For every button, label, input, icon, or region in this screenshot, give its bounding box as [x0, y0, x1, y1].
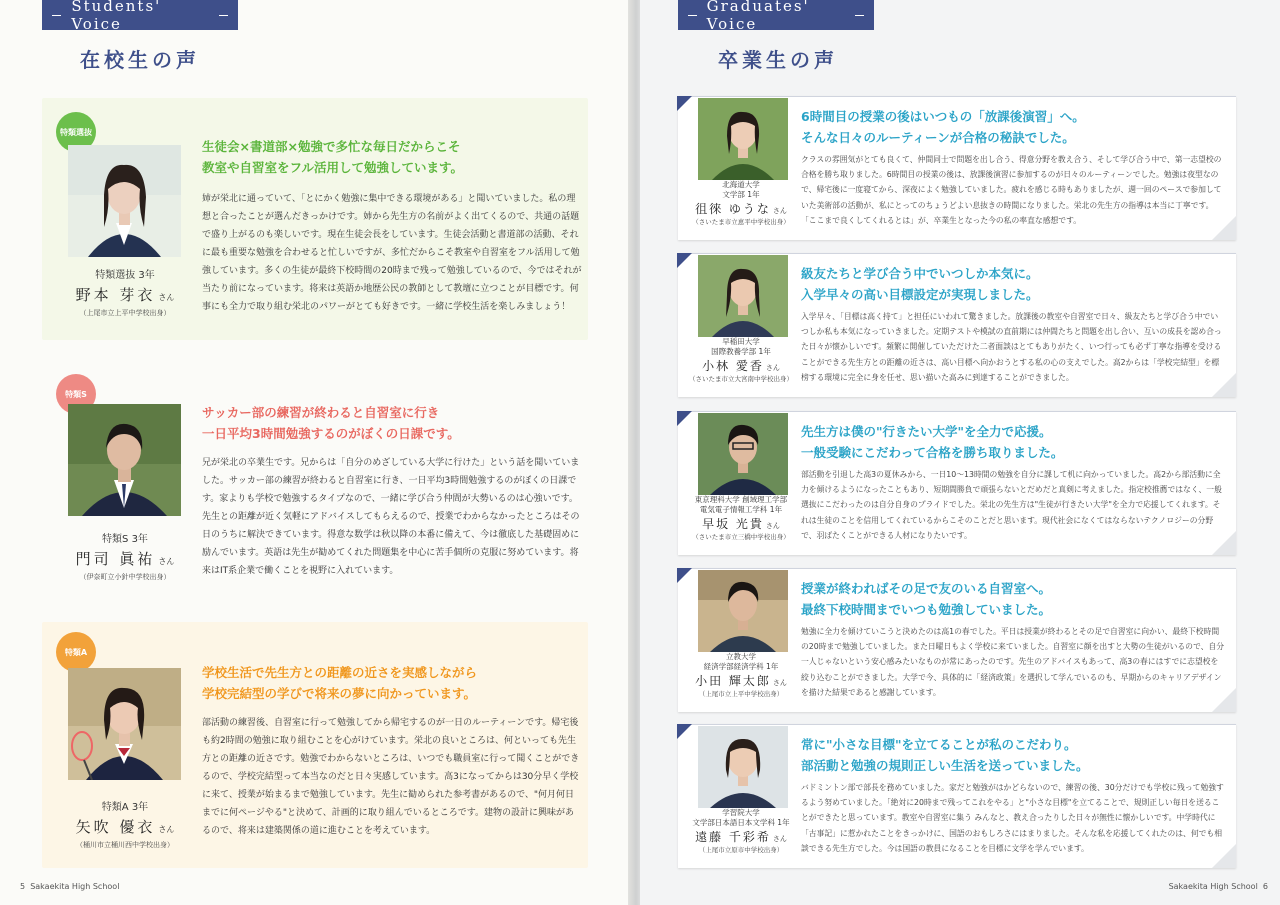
graduate-body-text: バドミントン部で部長を務めていました。家だと勉強がはかどらないので、練習の後、30分だけでも学校に残って勉強するよう努めていました。「絶対に20時まで残ってこれをやる」と"小さな目標"を立てることで、規則正しい毎日を送ることができたと思っています。教室や自習室に集う みんなと、教え合ったりした日々が無性に懐かしいです。中学時代に「古事記」に惹かれたことをきっかけに、国語のおもしろさにはまりました。そんな私を応援してくれたのは、何でも相談できる先生方でした。今は国語の教員になることを目標に文学を学んでいます。	[801, 783, 1224, 853]
student-photo	[68, 668, 181, 780]
graduate-meta: 早稲田大学 国際教養学部 1年 小林 愛香 さん （さいたま市立大宮南中学校出身）	[676, 337, 806, 383]
graduate-name: 小田 輝太郎 さん	[695, 674, 787, 688]
graduate-name: 早坂 光貴 さん	[702, 517, 780, 531]
student-school: （伊奈町立小針中学校出身）	[79, 573, 171, 581]
student-body-text: 姉が栄北に通っていて、「とにかく勉強に集中できる環境がある」と聞いていました。私の理想と合ったことが選んだきっかけです。姉から先生方の名前がよく出てくるので、共通の話題で盛り上がるのも楽しいです。現在生徒会長をしています。生徒会活動と書道部の活動、それに最も重要な勉強を合わせると忙しいですが、多忙だからこそ教室や自習室をフル活用して勉強しています。多くの生徒が最終下校時間の20時まで残って勉強しているので、今ではそれが当たり前になっています。将来は英語か地歴公民の教師として教壇に立つことが目標です。何事にも全力で取り組む栄北のパワーがとても好きです。一緒に学校生活を楽しみましょう！	[202, 194, 582, 312]
student-headline: サッカー部の練習が終わると自習室に行き 一日平均3時間勉強するのがぼくの日課です。	[202, 405, 460, 441]
graduate-body-text: クラスの雰囲気がとても良くて、仲間同士で問題を出し合う、得意分野を教え合う、そして学び合う中で、第一志望校の合格を勝ち取りました。6時間目の授業の後は、放課後演習に参加するのが日々のルーティーンでした。勉強は夜型なので、帰宅後に一度寝てから、深夜によく勉強していました。疲れを感じる時もありましたが、週一回のペースで参加していた美術部の活動が、私にとってのちょうどよい息抜きの時間になりました。栄北の先生方の指導は本当に丁寧です。「ここまで良くしてくれるとは」が、卒業生となった今の私の率直な感想です。	[801, 155, 1222, 225]
student-meta	[60, 266, 190, 318]
student-card	[42, 372, 588, 608]
graduate-photo	[698, 726, 788, 808]
student-photo	[68, 145, 181, 257]
graduate-headline: 6時間目の授業の後はいつもの「放課後演習」へ。 そんな日々のルーティーンが合格の秘訣でした。	[801, 109, 1085, 145]
student-meta	[60, 530, 190, 582]
graduate-name: 小林 愛香 さん	[702, 359, 780, 373]
student-body-text: 部活動の練習後、自習室に行って勉強してから帰宅するのが一日のルーティーンです。帰宅後も約2時間の勉強に取り組むことを心がけています。栄北の良いところは、何といっても先生方との距離の近さです。勉強でわからないところは、いつでも職員室に行って聞くことができるので、学校完結型って本当なのだと日々実感しています。高3になってからは30分早く学校に来て、授業が始まるまで勉強しています。先生に勧められた参考書があるので、"何月何日までに何ページやる"と決めて、計画的に取り組んでいるところです。建物の設計に興味があるので、将来は建築関係の道に進むことを考えています。	[202, 718, 580, 836]
graduate-card	[678, 724, 1236, 868]
student-card	[42, 622, 588, 868]
graduate-photo	[698, 98, 788, 180]
student-photo	[68, 404, 181, 516]
page-title: 卒業生の声	[718, 48, 838, 72]
graduate-card	[678, 253, 1236, 397]
graduate-name: 遠藤 千彩希 さん	[695, 830, 787, 844]
graduates-voice-tab: Graduates' Voice	[678, 0, 874, 30]
graduate-meta: 学習院大学 文学部日本語日本文学科 1年 遠藤 千彩希 さん （上尾市立原市中学校出身）	[676, 808, 806, 854]
graduate-name: 徂徠 ゆうな さん	[695, 202, 787, 216]
student-name: 矢吹 優衣 さん	[75, 818, 175, 836]
corner-triangle	[677, 724, 692, 739]
graduate-meta: 東京理科大学 創域理工学部 電気電子情報工学科 1年 早坂 光貴 さん （さいたま市立三橋中学校出身）	[676, 495, 806, 541]
graduate-headline: 常に"小さな目標"を立てることが私のこだわり。 部活動と勉強の規則正しい生活を送っていました。	[801, 737, 1089, 773]
course-badge: 特類A	[56, 632, 96, 672]
graduate-body-text: 入学早々、「目標は高く持て」と担任にいわれて驚きました。放課後の教室や自習室で日々、級友たちと学び合う中でいつしか私も本気になっていきました。定期テストや模試の直前期には仲間たちと問題を出し合い、互いの成長を認め合った日々が懐かしいです。頻繁に開催していただけた二者面談はとてもありがたく、いつ行っても必ず丁寧な指導を受けることができる先生方との距離の近さは、高い目標へ向かおうとする私の心の支えでした。高2からは「学校完結型」を標榜する環境に完全に身を任せ、思い描いた高みに到達することができました。	[801, 312, 1222, 382]
student-school: （桶川市立桶川西中学校出身）	[76, 841, 174, 849]
page-footer: 5 Sakaekita High School	[20, 882, 120, 891]
student-headline: 学校生活で先生方との距離の近さを実感しながら 学校完結型の学びで将来の夢に向かっています。	[202, 665, 478, 701]
student-card	[42, 98, 588, 340]
graduate-card	[678, 411, 1236, 555]
graduate-meta: 北海道大学 文学部 1年 徂徠 ゆうな さん （さいたま市立恵平中学校出身）	[676, 180, 806, 226]
student-body-text: 兄が栄北の卒業生です。兄からは「自分のめざしている大学に行けた」という話を聞いていました。サッカー部の練習が終わると自習室に行き、一日平均3時間勉強するのがぼくの日課です。家よりも学校で勉強するタイプなので、一緒に学び合う仲間が大勢いるのは心強いです。先生との距離が近く気軽にアドバイスしてもらえるので、授業でわからなかったところはその日のうちに解決できています。得意な数学は秋以降の本番に備えて、今は徹底した基礎固めに励んでいます。英語は先生が勧めてくれた問題集を中心に苦手個所の克服に努めています。将来はIT系企業で働くことを視野に入れています。	[202, 458, 580, 576]
students-voice-tab: Students' Voice	[42, 0, 238, 30]
student-name: 門司 眞祐 さん	[75, 550, 175, 568]
graduate-meta: 立教大学 経済学部経済学科 1年 小田 輝太郎 さん （上尾市立上平中学校出身）	[676, 652, 806, 698]
graduate-card	[678, 96, 1236, 240]
page-footer: Sakaekita High School 6	[1168, 882, 1268, 891]
graduate-photo	[698, 413, 788, 495]
graduate-headline: 級友たちと学び合う中でいつしか本気に。 入学早々の高い目標設定が実現しました。	[801, 266, 1039, 302]
graduate-body-text: 勉強に全力を傾けていこうと決めたのは高1の春でした。平日は授業が終わるとその足で自習室に向かい、最終下校時間の20時まで勉強していました。また日曜日もよく学校に来ていました。自習室に顔を出すと大勢の生徒がいるので、自分一人じゃないという安心感みたいなものが常にあったのです。先生のアドバイスもあって、高3の春にはすでに志望校を絞り込むことができました。大学で今、具体的に「経済政策」を選択して学んでいるのも、早期からのキャリアデザインを描けた結果であると感謝しています。	[801, 627, 1224, 697]
student-course: 特類選抜 3年	[95, 270, 155, 281]
course-badge: 特類選抜	[56, 112, 96, 152]
corner-triangle	[677, 568, 692, 583]
left-page	[0, 0, 632, 905]
graduate-headline: 授業が終わればその足で友のいる自習室へ。 最終下校時間までいつも勉強していました。	[801, 581, 1052, 617]
student-course: 特類S 3年	[102, 534, 148, 545]
corner-triangle	[677, 411, 692, 426]
student-headline: 生徒会×書道部×勉強で多忙な毎日だからこそ 教室や自習室をフル活用して勉強しています。	[202, 139, 464, 175]
course-badge: 特類S	[56, 374, 96, 414]
page-title: 在校生の声	[80, 48, 200, 72]
graduate-photo	[698, 255, 788, 337]
corner-triangle	[677, 96, 692, 111]
student-school: （上尾市立上平中学校出身）	[79, 309, 171, 317]
graduate-headline: 先生方は僕の"行きたい大学"を全力で応援。 一般受験にこだわって合格を勝ち取りました。	[801, 424, 1064, 460]
student-course: 特類A 3年	[101, 802, 149, 813]
graduate-photo	[698, 570, 788, 652]
student-name: 野本 芽衣 さん	[75, 286, 175, 304]
student-meta	[60, 798, 190, 850]
corner-triangle	[677, 253, 692, 268]
graduate-card	[678, 568, 1236, 712]
graduate-body-text: 部活動を引退した高3の夏休みから、一日10〜13時間の勉強を自分に課して机に向かっていました。高2から部活動に全力を傾けるようになったこともあり、短期間勝負で頑張らないとだめだと真剣に考えました。指定校推薦ではなく、一般選抜にこだわったのは自分自身のプライドでした。栄北の先生方は"生徒が行きたい大学"を全力で応援してくれます。それは生徒のことを信用してくれているからこそのことだと思います。現代社会になくてはならないテクノロジーの分野で、羽ばたくことができる人材になりたいです。	[801, 470, 1222, 540]
